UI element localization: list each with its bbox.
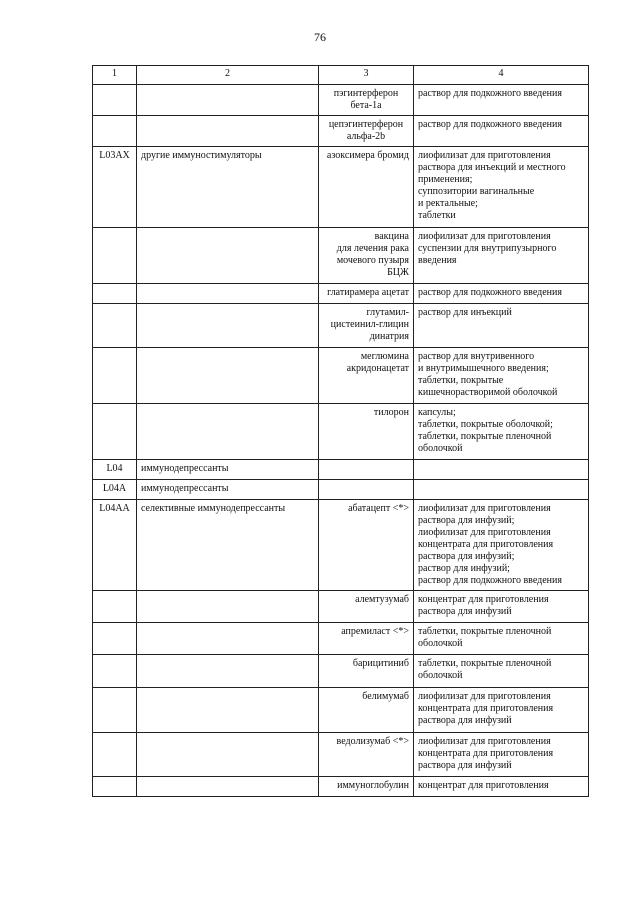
drug-name-cell	[319, 777, 414, 797]
dosage-form-line: раствора для инфузий;	[418, 551, 515, 562]
dosage-form-line: таблетки	[418, 210, 456, 221]
anatomical-group-cell	[137, 655, 319, 688]
anatomical-group-cell	[137, 85, 319, 116]
drug-name-line: пэгинтерферон	[333, 88, 399, 99]
dosage-form-cell	[414, 480, 589, 500]
dosage-form-cell	[414, 733, 589, 777]
dosage-form-line: таблетки, покрытые пленочной	[418, 658, 552, 669]
drug-name-line: динатрия	[369, 331, 409, 342]
anatomical-group-cell	[137, 348, 319, 404]
dosage-form-cell	[414, 228, 589, 284]
table-row	[93, 655, 589, 688]
anatomical-group-cell	[137, 623, 319, 655]
dosage-form-line: раствора для инфузий	[418, 715, 512, 726]
anatomical-group-cell	[137, 591, 319, 623]
drug-name-line: меглюмина	[360, 351, 409, 362]
dosage-form-cell	[414, 147, 589, 228]
anatomical-group-cell: селективные иммунодепрессанты	[137, 500, 319, 591]
drug-name-line: цепэгинтерферон	[328, 119, 404, 130]
atc-code-cell	[93, 85, 137, 116]
anatomical-group-cell: иммунодепрессанты	[137, 480, 319, 500]
atc-code-cell	[93, 116, 137, 147]
drug-name-cell	[319, 228, 414, 284]
drug-name-line: БЦЖ	[387, 267, 409, 278]
dosage-form-line: концентрата для приготовления	[418, 703, 554, 714]
table-row	[93, 404, 589, 460]
dosage-form-line: раствор для инъекций	[418, 307, 512, 318]
drug-name-cell	[319, 688, 414, 733]
table-row	[93, 304, 589, 348]
dosage-form-line: таблетки, покрытые оболочкой;	[418, 419, 553, 430]
drug-name-cell	[319, 591, 414, 623]
drug-name-line: алемтузумаб	[355, 594, 409, 605]
drug-name-cell	[319, 655, 414, 688]
dosage-form-line: раствор для подкожного введения	[418, 88, 562, 99]
dosage-form-cell	[414, 777, 589, 797]
atc-code-cell: L04A	[93, 480, 137, 500]
dosage-form-line: лиофилизат для приготовления	[418, 503, 551, 514]
dosage-form-cell	[414, 623, 589, 655]
drug-name-line: бета-1a	[350, 100, 382, 111]
drug-name-line: для лечения рака	[336, 243, 409, 254]
anatomical-group-cell	[137, 404, 319, 460]
atc-code-cell	[93, 591, 137, 623]
drug-table	[92, 65, 589, 797]
dosage-form-line: оболочкой	[418, 638, 463, 649]
dosage-form-line: лиофилизат для приготовления	[418, 736, 551, 747]
table-row	[93, 480, 589, 500]
table-row	[93, 116, 589, 147]
drug-name-cell	[319, 460, 414, 480]
anatomical-group-cell	[137, 284, 319, 304]
table-row	[93, 348, 589, 404]
atc-code-cell	[93, 655, 137, 688]
dosage-form-line: раствора для инфузий	[418, 606, 512, 617]
dosage-form-line: и внутримышечного введения;	[418, 363, 549, 374]
drug-name-line: белимумаб	[362, 691, 409, 702]
dosage-form-line: раствора для инфузий	[418, 760, 512, 771]
anatomical-group-cell	[137, 777, 319, 797]
dosage-form-line: раствора для инъекций и местного	[418, 162, 566, 173]
anatomical-group-cell	[137, 733, 319, 777]
drug-name-cell	[319, 480, 414, 500]
table-row	[93, 591, 589, 623]
dosage-form-line: суспензии для внутрипузырного	[418, 243, 557, 254]
drug-name-cell	[319, 85, 414, 116]
dosage-form-cell	[414, 500, 589, 591]
atc-code-cell	[93, 228, 137, 284]
dosage-form-line: концентрата для приготовления	[418, 748, 554, 759]
drug-name-line: азоксимера бромид	[326, 150, 409, 161]
drug-name-cell	[319, 147, 414, 228]
atc-code-cell	[93, 777, 137, 797]
table-row	[93, 284, 589, 304]
atc-code-cell	[93, 304, 137, 348]
drug-name-line: апремиласт <*>	[341, 626, 409, 637]
dosage-form-line: концентрата для приготовления	[418, 539, 554, 550]
drug-name-cell	[319, 404, 414, 460]
drug-name-line: барицитиниб	[352, 658, 409, 669]
dosage-form-line: концентрат для приготовления	[418, 780, 549, 791]
table-body	[93, 85, 589, 797]
dosage-form-line: раствора для инфузий;	[418, 515, 515, 526]
column-header-2: 2	[137, 66, 319, 85]
table-row	[93, 147, 589, 228]
anatomical-group-cell	[137, 116, 319, 147]
anatomical-group-cell: другие иммуностимуляторы	[137, 147, 319, 228]
column-header-4: 4	[414, 66, 589, 85]
atc-code-cell: L04	[93, 460, 137, 480]
dosage-form-line: лиофилизат для приготовления	[418, 150, 551, 161]
dosage-form-line: концентрат для приготовления	[418, 594, 549, 605]
drug-name-cell	[319, 500, 414, 591]
anatomical-group-cell	[137, 688, 319, 733]
drug-name-line: абатацепт <*>	[348, 503, 409, 514]
atc-code-cell	[93, 623, 137, 655]
dosage-form-line: оболочкой	[418, 443, 463, 454]
drug-name-line: альфа-2b	[346, 131, 386, 142]
dosage-form-cell	[414, 655, 589, 688]
dosage-form-line: раствор для подкожного введения	[418, 287, 562, 298]
dosage-form-cell	[414, 85, 589, 116]
atc-code-cell	[93, 284, 137, 304]
anatomical-group-cell	[137, 228, 319, 284]
drug-name-line: иммуноглобулин	[337, 780, 409, 791]
drug-name-line: вакцина	[374, 231, 409, 242]
drug-name-line: акридонацетат	[346, 363, 409, 374]
dosage-form-cell	[414, 591, 589, 623]
dosage-form-line: суппозитории вагинальные	[418, 186, 535, 197]
drug-name-cell	[319, 733, 414, 777]
dosage-form-line: кишечнорастворимой оболочкой	[418, 387, 558, 398]
table-row	[93, 777, 589, 797]
dosage-form-line: таблетки, покрытые	[418, 375, 504, 386]
atc-code-cell	[93, 404, 137, 460]
atc-code-cell: L03AX	[93, 147, 137, 228]
dosage-form-line: лиофилизат для приготовления	[418, 231, 551, 242]
dosage-form-line: таблетки, покрытые пленочной	[418, 431, 552, 442]
anatomical-group-cell	[137, 304, 319, 348]
column-header-1: 1	[93, 66, 137, 85]
dosage-form-line: оболочкой	[418, 670, 463, 681]
column-header-3: 3	[319, 66, 414, 85]
drug-name-line: глатирамера ацетат	[327, 287, 409, 298]
dosage-form-line: раствор для инфузий;	[418, 563, 510, 574]
dosage-form-cell	[414, 116, 589, 147]
page-number: 76	[314, 30, 326, 44]
table-row	[93, 85, 589, 116]
table-row	[93, 460, 589, 480]
dosage-form-line: применения;	[418, 174, 473, 185]
dosage-form-line: раствор для подкожного введения	[418, 119, 562, 130]
drug-name-cell	[319, 623, 414, 655]
dosage-form-line: введения	[418, 255, 457, 266]
dosage-form-cell	[414, 688, 589, 733]
drug-name-line: цистеинил-глицин	[330, 319, 409, 330]
drug-name-line: мочевого пузыря	[336, 255, 409, 266]
anatomical-group-cell: иммунодепрессанты	[137, 460, 319, 480]
table-row	[93, 228, 589, 284]
atc-code-cell	[93, 688, 137, 733]
drug-name-cell	[319, 284, 414, 304]
dosage-form-cell	[414, 284, 589, 304]
table-row	[93, 500, 589, 591]
drug-name-line: тилорон	[373, 407, 409, 418]
drug-name-cell	[319, 304, 414, 348]
dosage-form-cell	[414, 404, 589, 460]
dosage-form-cell	[414, 304, 589, 348]
dosage-form-line: лиофилизат для приготовления	[418, 527, 551, 538]
atc-code-cell	[93, 348, 137, 404]
table-row	[93, 688, 589, 733]
atc-code-cell	[93, 733, 137, 777]
atc-code-cell: L04AA	[93, 500, 137, 591]
dosage-form-line: таблетки, покрытые пленочной	[418, 626, 552, 637]
dosage-form-line: и ректальные;	[418, 198, 478, 209]
table-row	[93, 733, 589, 777]
dosage-form-line: капсулы;	[418, 407, 456, 418]
table-header-row	[93, 66, 589, 85]
drug-name-line: ведолизумаб <*>	[336, 736, 409, 747]
dosage-form-line: раствор для внутривенного	[418, 351, 535, 362]
drug-name-cell	[319, 348, 414, 404]
drug-name-line: глутамил-	[366, 307, 409, 318]
table-row	[93, 623, 589, 655]
dosage-form-line: лиофилизат для приготовления	[418, 691, 551, 702]
dosage-form-cell	[414, 348, 589, 404]
dosage-form-cell	[414, 460, 589, 480]
drug-name-cell	[319, 116, 414, 147]
dosage-form-line: раствор для подкожного введения	[418, 575, 562, 586]
